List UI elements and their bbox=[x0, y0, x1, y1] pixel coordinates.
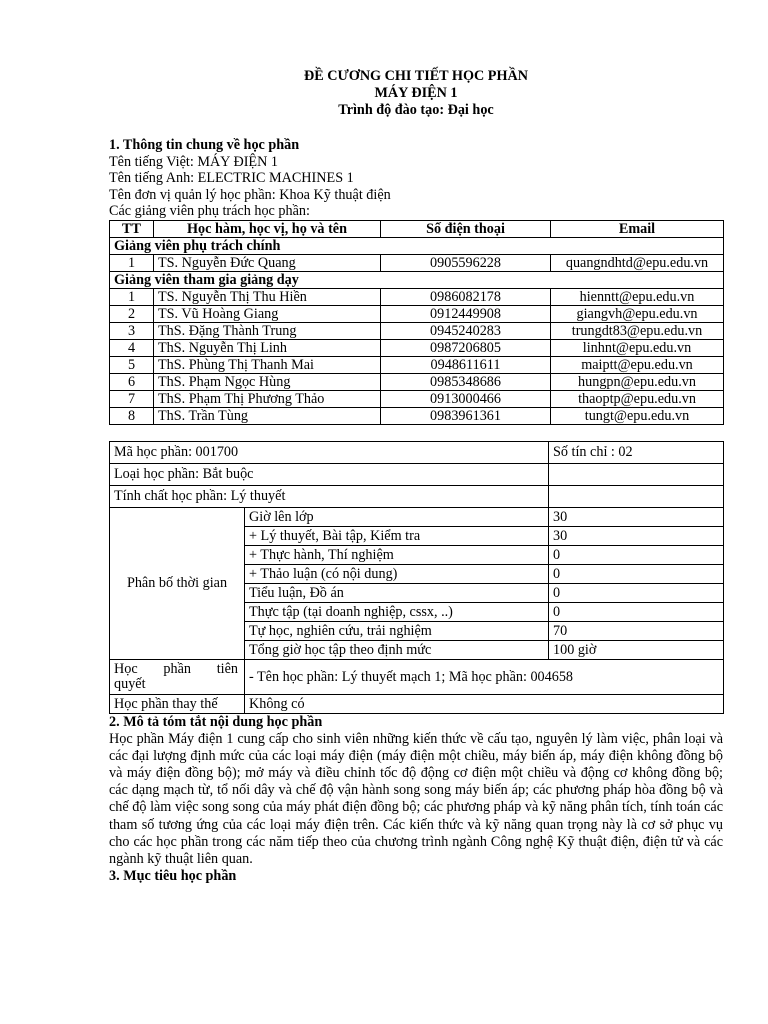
time-row-label: + Thực hành, Thí nghiệm bbox=[245, 546, 549, 565]
lecturers-label: Các giảng viên phụ trách học phần: bbox=[109, 203, 310, 219]
cell-tt: 7 bbox=[110, 391, 154, 408]
cell-phone: 0985348686 bbox=[381, 374, 551, 391]
cell-tt: 8 bbox=[110, 408, 154, 425]
cell-name: TS. Nguyễn Thị Thu Hiền bbox=[154, 289, 381, 306]
document-title bbox=[109, 68, 723, 119]
col-header-name: Học hàm, học vị, họ và tên bbox=[154, 220, 381, 238]
time-row-value: 70 bbox=[549, 622, 724, 641]
replacement-label: Học phần thay thế bbox=[110, 695, 245, 714]
cell-tt: 2 bbox=[110, 306, 154, 323]
prerequisite-label bbox=[110, 660, 245, 695]
prerequisite-row bbox=[110, 660, 724, 695]
time-row-value: 30 bbox=[549, 508, 724, 527]
title-line-1: ĐỀ CƯƠNG CHI TIẾT HỌC PHẦN bbox=[303, 68, 528, 84]
course-name-vi: Tên tiếng Việt: MÁY ĐIỆN 1 bbox=[109, 153, 278, 170]
cell-name: ThS. Phạm Ngọc Hùng bbox=[154, 374, 381, 391]
cell-phone: 0913000466 bbox=[381, 391, 551, 408]
cell-tt: 4 bbox=[110, 340, 154, 357]
section-1-heading: 1. Thông tin chung về học phần bbox=[109, 137, 300, 153]
course-credits: Số tín chỉ : 02 bbox=[549, 442, 724, 464]
cell-name: ThS. Đặng Thành Trung bbox=[154, 323, 381, 340]
cell-email: trungdt83@epu.edu.vn bbox=[551, 323, 724, 340]
cell-name: TS. Vũ Hoàng Giang bbox=[154, 306, 381, 323]
document-page bbox=[109, 68, 723, 885]
col-header-email: Email bbox=[551, 220, 724, 238]
cell-phone: 0948611611 bbox=[381, 357, 551, 374]
cell-name: ThS. Nguyễn Thị Linh bbox=[154, 340, 381, 357]
empty-cell bbox=[549, 486, 724, 508]
prerequisite-word: tiên bbox=[216, 661, 238, 677]
course-code: Mã học phần: 001700 bbox=[110, 442, 549, 464]
time-row-value: 30 bbox=[549, 527, 724, 546]
time-row-label: + Lý thuyết, Bài tập, Kiểm tra bbox=[245, 527, 549, 546]
time-row-value: 0 bbox=[549, 546, 724, 565]
col-header-tt: TT bbox=[110, 220, 154, 238]
title-line-3: Trình độ đào tạo: Đại học bbox=[338, 102, 494, 118]
cell-name: ThS. Trần Tùng bbox=[154, 408, 381, 425]
col-header-phone: Số điện thoại bbox=[381, 220, 551, 238]
cell-name: TS. Nguyễn Đức Quang bbox=[154, 255, 381, 272]
group-label-teach: Giảng viên tham gia giảng dạy bbox=[110, 272, 724, 289]
table-row bbox=[110, 289, 724, 306]
time-row-label: Tự học, nghiên cứu, trải nghiệm bbox=[245, 622, 549, 641]
prerequisite-word: phần bbox=[163, 661, 191, 677]
cell-tt: 5 bbox=[110, 357, 154, 374]
course-nature: Tính chất học phần: Lý thuyết bbox=[110, 486, 549, 508]
time-row bbox=[110, 508, 724, 527]
cell-phone: 0987206805 bbox=[381, 340, 551, 357]
cell-email: giangvh@epu.edu.vn bbox=[551, 306, 724, 323]
cell-email: hienntt@epu.edu.vn bbox=[551, 289, 724, 306]
cell-name: ThS. Phùng Thị Thanh Mai bbox=[154, 357, 381, 374]
cell-phone: 0983961361 bbox=[381, 408, 551, 425]
time-row-value: 100 giờ bbox=[549, 641, 724, 660]
course-code-row bbox=[110, 442, 724, 464]
lecturers-table bbox=[109, 220, 724, 426]
title-line-2: MÁY ĐIỆN 1 bbox=[374, 85, 458, 101]
course-info-table bbox=[109, 441, 724, 714]
cell-email: tungt@epu.edu.vn bbox=[551, 408, 724, 425]
table-row bbox=[110, 306, 724, 323]
time-row-label: + Thảo luận (có nội dung) bbox=[245, 565, 549, 584]
prerequisite-value: - Tên học phần: Lý thuyết mạch 1; Mã học phần: 004658 bbox=[245, 660, 724, 695]
section-3-heading: 3. Mục tiêu học phần bbox=[109, 868, 237, 885]
cell-phone: 0986082178 bbox=[381, 289, 551, 306]
cell-phone: 0905596228 bbox=[381, 255, 551, 272]
cell-phone: 0945240283 bbox=[381, 323, 551, 340]
cell-email: quangndhtd@epu.edu.vn bbox=[551, 255, 724, 272]
cell-name: ThS. Phạm Thị Phương Thảo bbox=[154, 391, 381, 408]
table-row bbox=[110, 374, 724, 391]
table-row bbox=[110, 391, 724, 408]
replacement-value: Không có bbox=[245, 695, 724, 714]
cell-tt: 6 bbox=[110, 374, 154, 391]
time-row-value: 0 bbox=[549, 584, 724, 603]
time-row-value: 0 bbox=[549, 565, 724, 584]
prerequisite-word: quyết bbox=[114, 676, 146, 692]
time-distribution-label: Phân bố thời gian bbox=[110, 508, 245, 660]
group-row-teach bbox=[110, 272, 724, 289]
group-row-main bbox=[110, 238, 724, 255]
time-row-label: Tiểu luận, Đồ án bbox=[245, 584, 549, 603]
table-row bbox=[110, 323, 724, 340]
cell-tt: 1 bbox=[110, 289, 154, 306]
cell-email: linhnt@epu.edu.vn bbox=[551, 340, 724, 357]
cell-phone: 0912449908 bbox=[381, 306, 551, 323]
cell-tt: 1 bbox=[110, 255, 154, 272]
cell-tt: 3 bbox=[110, 323, 154, 340]
course-nature-row bbox=[110, 486, 724, 508]
table-row bbox=[110, 357, 724, 374]
course-name-en: Tên tiếng Anh: ELECTRIC MACHINES 1 bbox=[109, 170, 354, 186]
table-row bbox=[110, 408, 724, 425]
prerequisite-word: Học bbox=[114, 661, 138, 677]
course-type: Loại học phần: Bắt buộc bbox=[110, 464, 549, 486]
prerequisite-label-line bbox=[114, 662, 240, 677]
time-row-label: Thực tập (tại doanh nghiệp, cssx, ..) bbox=[245, 603, 549, 622]
group-label-main: Giảng viên phụ trách chính bbox=[110, 238, 724, 255]
table-row bbox=[110, 340, 724, 357]
time-row-label: Giờ lên lớp bbox=[245, 508, 549, 527]
time-row-value: 0 bbox=[549, 603, 724, 622]
replacement-row bbox=[110, 695, 724, 714]
empty-cell bbox=[549, 464, 724, 486]
section-2-paragraph: Học phần Máy điện 1 cung cấp cho sinh viên những kiến thức về cấu tạo, nguyên lý làm việc, phân loại và các đại lượng định mức của các loại máy điện (máy điện một chiều, máy biến áp, máy điện không đồng bộ và máy điện đồng bộ); mở máy và điều chỉnh tốc độ động cơ điện một chiều và động cơ không đồng bộ; các dạng mạch từ, tổ nối dây và chế độ vận hành song song máy biến áp; các phương pháp hòa đồng bộ và chế độ làm việc song song của máy phát điện đồng bộ; các phương pháp và kỹ năng phân tích, tính toán các tham số tương ứng của các loại máy điện trên. Các kiến thức và kỹ năng quan trọng này là cơ sở phục vụ cho các học phần trong các năm tiếp theo của chương trình ngành Công nghệ Kỹ thuật điện, điện tử và các ngành kỹ thuật liên quan. bbox=[109, 730, 723, 867]
cell-email: thaoptp@epu.edu.vn bbox=[551, 391, 724, 408]
section-2-heading: 2. Mô tả tóm tắt nội dung học phần bbox=[109, 714, 323, 730]
course-type-row bbox=[110, 464, 724, 486]
cell-email: hungpn@epu.edu.vn bbox=[551, 374, 724, 391]
lecturers-header-row bbox=[110, 220, 724, 238]
managing-unit: Tên đơn vị quản lý học phần: Khoa Kỹ thuật điện bbox=[109, 186, 391, 203]
cell-email: maiptt@epu.edu.vn bbox=[551, 357, 724, 374]
time-row-label: Tổng giờ học tập theo định mức bbox=[245, 641, 549, 660]
table-row bbox=[110, 255, 724, 272]
